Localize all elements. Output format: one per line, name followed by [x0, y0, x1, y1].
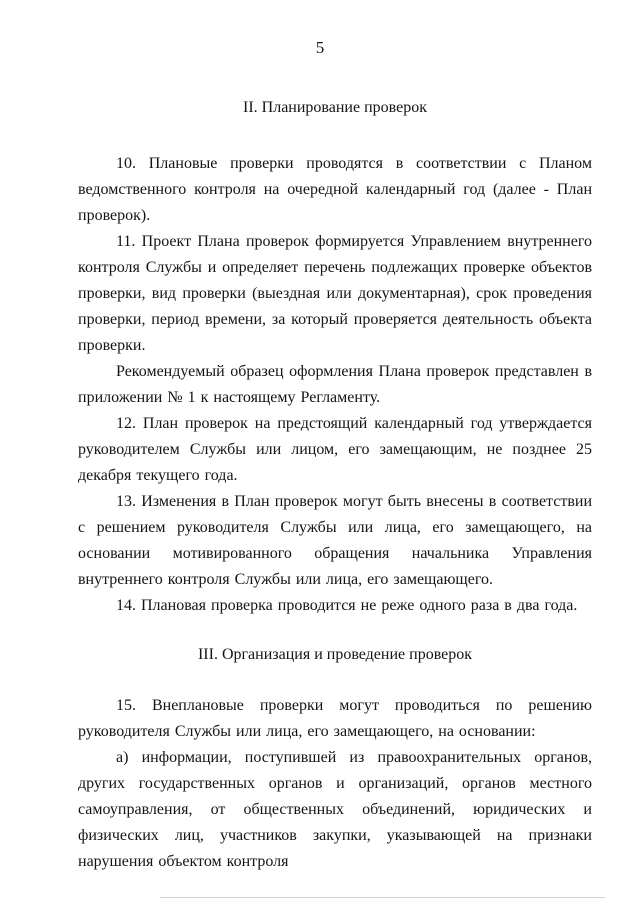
paragraph-13: 13. Изменения в План проверок могут быть внесены в соответствии с решением руководителя Службы или лица, его замещающего, на основании мотивированного обращения начальника Управления внутреннего контроля Службы или лица, его замещающего. — [78, 493, 592, 588]
paragraph-recommended-sample: Рекомендуемый образец оформления Плана проверок представлен в приложении № 1 к настоящему Регламенту. — [78, 363, 592, 406]
paragraph-15a: а) информации, поступившей из правоохранительных органов, других государственных органов и организаций, органов местного самоуправления, от общественных объединений, юридических и физических лиц, участников закупки, указывающей на признаки нарушения объектом контроля — [78, 749, 592, 870]
paragraph-15: 15. Внеплановые проверки могут проводиться по решению руководителя Службы или лица, его замещающего, на основании: — [78, 697, 592, 740]
scan-edge-line — [160, 897, 605, 898]
paragraph-11: 11. Проект Плана проверок формируется Управлением внутреннего контроля Службы и определяет перечень подлежащих проверке объектов проверки, вид проверки (выездная или документарная), срок проведения проверки, период времени, за который проверяется деятельность объекта проверки. — [78, 233, 592, 354]
section-heading-planning: II. Планирование проверок — [243, 99, 427, 116]
section-heading-organization: III. Организация и проведение проверок — [197, 646, 473, 663]
paragraph-12: 12. План проверок на предстоящий календарный год утверждается руководителем Службы или лицом, его замещающим, не позднее 25 декабря текущего года. — [78, 415, 592, 484]
page-number: 5 — [315, 38, 325, 57]
paragraph-10: 10. Плановые проверки проводятся в соответствии с Планом ведомственного контроля на очередной календарный год (далее - План проверок). — [78, 155, 592, 224]
paragraph-14: 14. Плановая проверка проводится не реже одного раза в два года. — [116, 597, 578, 614]
document-body — [78, 95, 592, 875]
